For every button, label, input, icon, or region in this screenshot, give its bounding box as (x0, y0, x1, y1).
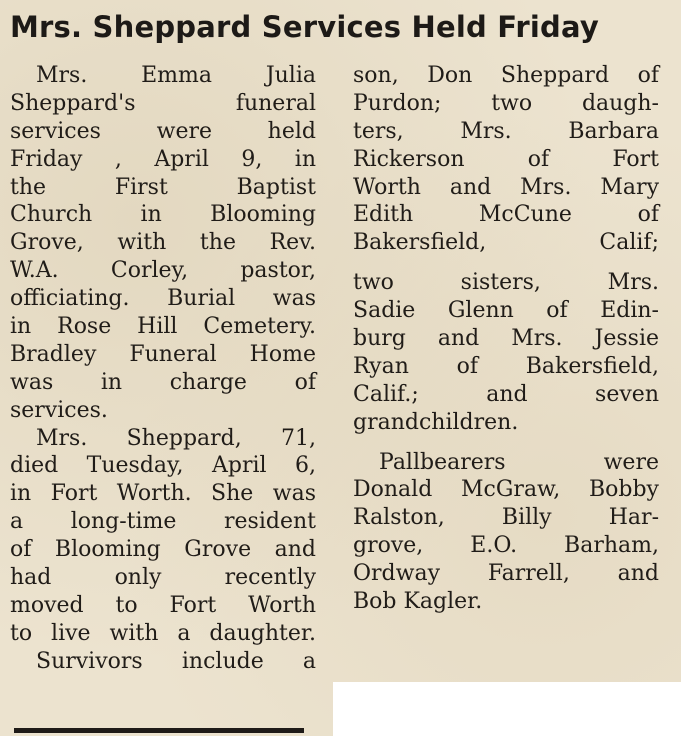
article-line: of Blooming Grove and (10, 537, 316, 563)
left-column (10, 62, 316, 676)
article-line: Bob Kagler. (353, 589, 483, 615)
article-line: Mrs. Sheppard, 71, (36, 425, 316, 451)
article-line: to live with a daughter. (10, 620, 316, 646)
article-line: Donald McGraw, Bobby (353, 477, 659, 503)
article-line: was in charge of (10, 369, 316, 395)
article-line: Friday , April 9, in (10, 146, 316, 172)
article-line: Grove, with the Rev. (10, 230, 316, 256)
article-line: son, Don Sheppard of (353, 63, 659, 88)
article-line: Sadie Glenn of Edin- (353, 298, 659, 324)
article-line: Mrs. Emma Julia (36, 63, 316, 88)
article-line: services. (10, 397, 108, 423)
paragraph-gap (353, 437, 659, 449)
headline: Mrs. Sheppard Services Held Friday (10, 10, 599, 44)
article-line: Bradley Funeral Home (10, 341, 316, 367)
article-line: Survivors include a (36, 648, 316, 674)
scan-background (333, 682, 681, 736)
right-column (353, 62, 659, 616)
article-line: Pallbearers were (379, 449, 659, 475)
article-line: two sisters, Mrs. (353, 270, 659, 296)
article-line: Purdon; two daugh- (353, 90, 659, 116)
article-line: Bakersfield, Calif; (353, 230, 659, 256)
article-line: a long-time resident (10, 509, 316, 535)
paragraph-gap (353, 257, 659, 269)
article-line: Rickerson of Fort (353, 146, 659, 172)
article-line: Church in Blooming (10, 202, 316, 228)
article-line: in Rose Hill Cemetery. (10, 314, 316, 340)
article-line: in Fort Worth. She was (10, 481, 316, 507)
article-line: Ryan of Bakersfield, (353, 353, 659, 379)
article-line: Ralston, Billy Har- (353, 505, 659, 531)
article-line: W.A. Corley, pastor, (10, 258, 316, 284)
article-line: burg and Mrs. Jessie (353, 326, 659, 352)
article-line: Calif.; and seven (353, 381, 659, 407)
article-line: Edith McCune of (353, 202, 659, 228)
article-line: grove, E.O. Barham, (353, 533, 659, 559)
article-line: services were held (10, 118, 316, 144)
article-line: moved to Fort Worth (10, 592, 316, 618)
article-line: had only recently (10, 565, 316, 591)
column-rule (14, 728, 304, 733)
article-line: Ordway Farrell, and (353, 561, 659, 587)
article-line: Worth and Mrs. Mary (353, 174, 659, 200)
article-line: grandchildren. (353, 409, 519, 435)
article-line: the First Baptist (10, 174, 316, 200)
article-line: ters, Mrs. Barbara (353, 118, 659, 144)
article-line: officiating. Burial was (10, 286, 316, 312)
article-line: died Tuesday, April 6, (10, 453, 316, 479)
article-line: Sheppard's funeral (10, 90, 316, 116)
